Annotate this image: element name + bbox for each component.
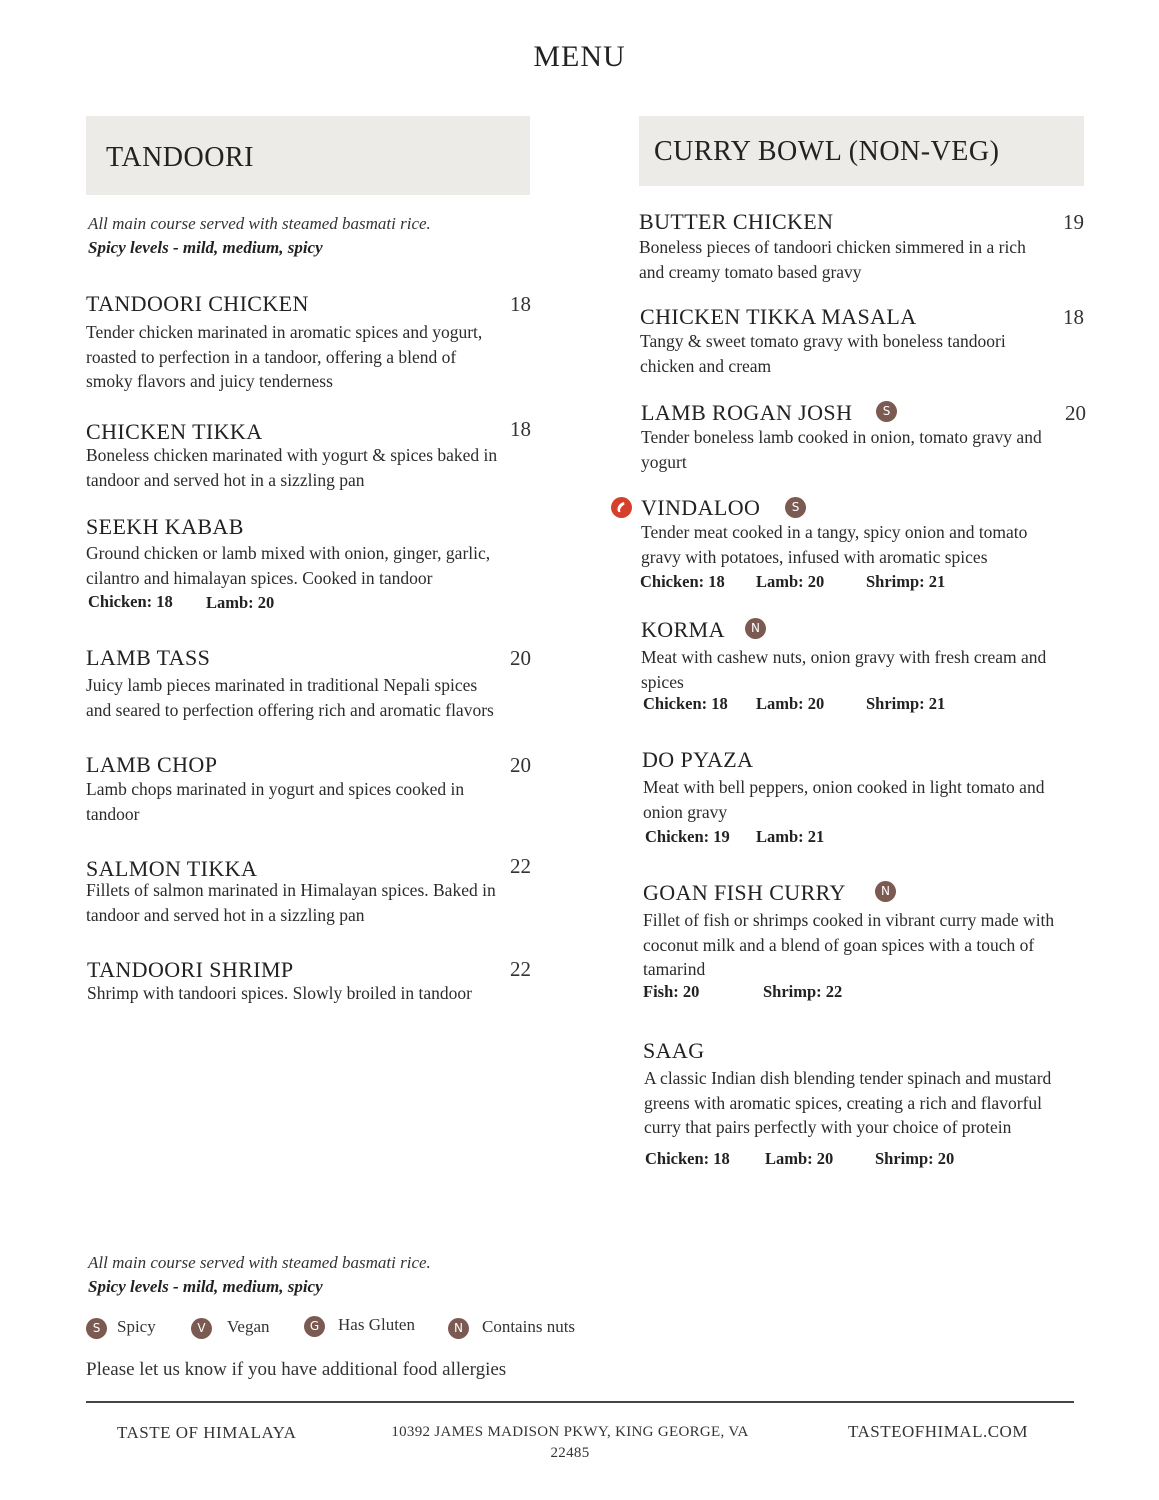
menu-item-name: SALMON TIKKA (86, 856, 258, 881)
chili-pepper-icon (611, 497, 632, 518)
bottom-note-spicy: Spicy levels - mild, medium, spicy (88, 1277, 323, 1296)
menu-item-description: Tangy & sweet tomato gravy with boneless tandoori chicken and cream (640, 331, 1006, 376)
menu-item-description: Tender boneless lamb cooked in onion, tomato gravy and yogurt (641, 427, 1042, 472)
menu-item-name: LAMB CHOP (86, 752, 218, 777)
variant-price: Chicken: 18 (640, 572, 725, 591)
legend-label: Spicy (117, 1317, 156, 1336)
variant-price: Chicken: 18 (643, 694, 728, 713)
variant-price: Fish: 20 (643, 982, 700, 1001)
variant-price: Shrimp: 21 (866, 572, 946, 591)
menu-item-name: LAMB ROGAN JOSH (641, 400, 853, 425)
allergy-note: Please let us know if you have additional food allergies (86, 1359, 507, 1380)
variant-price: Shrimp: 21 (866, 694, 946, 713)
menu-item-name: CHICKEN TIKKA (86, 419, 263, 444)
variant-price: Chicken: 18 (645, 1149, 730, 1168)
menu-item-description: Meat with bell peppers, onion cooked in light tomato and onion gravy (643, 777, 1045, 822)
menu-item-description: Shrimp with tandoori spices. Slowly broiled in tandoor (87, 983, 472, 1003)
nuts-legend-icon: N (448, 1318, 469, 1339)
menu-item-name: LAMB TASS (86, 645, 211, 670)
menu-item-name: DO PYAZA (642, 747, 754, 772)
menu-item-name: BUTTER CHICKEN (639, 209, 834, 234)
legend-label: Vegan (227, 1317, 270, 1336)
menu-item-price: 20 (1065, 401, 1086, 425)
legend-label: Has Gluten (338, 1315, 415, 1334)
variant-price: Lamb: 20 (756, 572, 825, 591)
variant-price: Chicken: 18 (88, 592, 173, 611)
page-title: MENU (533, 40, 626, 73)
menu-item-description: Ground chicken or lamb mixed with onion, ginger, garlic, cilantro and himalayan spices. Cooked in tandoor (86, 543, 491, 588)
legend-label: Contains nuts (482, 1317, 576, 1336)
menu-item-name: SEEKH KABAB (86, 514, 244, 539)
bottom-note-rice: All main course served with steamed basmati rice. (88, 1253, 431, 1272)
menu-item-description: Boneless pieces of tandoori chicken simmered in a rich and creamy tomato based gravy (639, 237, 1026, 282)
tandoori-section-header (86, 116, 530, 195)
variant-price: Lamb: 21 (756, 827, 825, 846)
gluten-legend-icon: G (304, 1316, 325, 1337)
tandoori-heading: TANDOORI (106, 142, 254, 173)
menu-item-description: Fillet of fish or shrimps cooked in vibrant curry made with coconut milk and a blend of goan spices with a touch of tamarind (643, 910, 1055, 979)
spicy-legend-icon: S (86, 1318, 107, 1339)
variant-price: Lamb: 20 (206, 593, 275, 612)
variant-price: Chicken: 19 (645, 827, 730, 846)
menu-item-price: 18 (510, 417, 531, 441)
variant-price: Lamb: 20 (765, 1149, 834, 1168)
menu-item-name: VINDALOO (641, 495, 761, 520)
vegan-legend-icon: V (191, 1318, 212, 1339)
menu-item-description: Tender meat cooked in a tangy, spicy onion and tomato gravy with potatoes, infused with aromatic spices (641, 522, 1028, 567)
menu-item-price: 19 (1063, 210, 1084, 234)
menu-item-description: Lamb chops marinated in yogurt and spices cooked in tandoor (86, 779, 465, 824)
menu-item-price: 20 (510, 646, 531, 670)
menu-item-price: 18 (1063, 305, 1084, 329)
menu-item-name: TANDOORI SHRIMP (87, 957, 294, 982)
spicy-badge-icon: S (785, 497, 806, 518)
curry-section-header (639, 116, 1084, 186)
menu-item-price: 18 (510, 292, 531, 316)
menu-item-price: 22 (510, 854, 531, 878)
menu-item-name: KORMA (641, 617, 725, 642)
menu-item-description: Meat with cashew nuts, onion gravy with fresh cream and spices (641, 647, 1047, 692)
menu-item-name: CHICKEN TIKKA MASALA (640, 304, 917, 329)
curry-heading: CURRY BOWL (NON-VEG) (654, 136, 1000, 167)
variant-price: Shrimp: 20 (875, 1149, 955, 1168)
nuts-badge-icon: N (875, 881, 896, 902)
menu-item-name: GOAN FISH CURRY (643, 880, 846, 905)
tandoori-note-rice: All main course served with steamed basmati rice. (88, 214, 431, 233)
menu-item-price: 22 (510, 957, 531, 981)
menu-item-description: Juicy lamb pieces marinated in traditional Nepali spices and seared to perfection offering rich and aromatic flavors (86, 675, 494, 720)
variant-price: Lamb: 20 (756, 694, 825, 713)
nuts-badge-icon: N (745, 618, 766, 639)
menu-item-price: 20 (510, 753, 531, 777)
menu-item-name: TANDOORI CHICKEN (86, 291, 309, 316)
website-link[interactable]: TASTEOFHIMAL.COM (848, 1422, 1028, 1441)
menu-item-description: Boneless chicken marinated with yogurt & spices baked in tandoor and served hot in a sizzling pan (86, 445, 498, 490)
menu-item-description: A classic Indian dish blending tender spinach and mustard greens with aromatic spices, creating a rich and flavorful curry that pairs perfectly with your choice of protein (644, 1068, 1052, 1137)
restaurant-name: TASTE OF HIMALAYA (117, 1423, 297, 1442)
menu-item-name: SAAG (643, 1038, 705, 1063)
tandoori-note-spicy: Spicy levels - mild, medium, spicy (88, 238, 323, 257)
menu-item-description: Tender chicken marinated in aromatic spices and yogurt, roasted to perfection in a tandoor, offering a blend of smoky flavors and juicy tenderness (86, 322, 483, 391)
variant-price: Shrimp: 22 (763, 982, 843, 1001)
spicy-badge-icon: S (876, 401, 897, 422)
menu-item-description: Fillets of salmon marinated in Himalayan spices. Baked in tandoor and served hot in a sizzling pan (86, 880, 496, 925)
restaurant-address: 10392 JAMES MADISON PKWY, KING GEORGE, VA 22485 (391, 1424, 749, 1461)
footer-divider (86, 1401, 1074, 1403)
